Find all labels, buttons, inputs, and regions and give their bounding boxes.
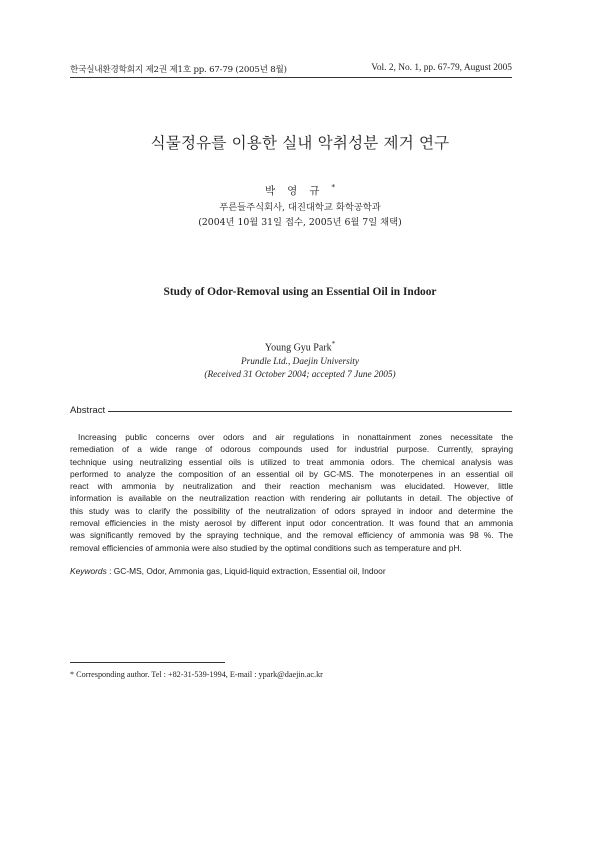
journal-header-english: Vol. 2, No. 1, pp. 67-79, August 2005	[371, 63, 512, 73]
english-received-date: (Received 31 October 2004; accepted 7 June 2005)	[204, 370, 396, 380]
abstract-line: removal efficiencies of ammonia were also studied by the optimal conditions such as temperature and pH.	[70, 542, 462, 553]
korean-author	[0, 183, 600, 198]
english-author-name: Young Gyu Park	[264, 342, 332, 354]
footnote-divider	[70, 662, 225, 663]
journal-header-korean: 한국실내환경학회지 제2권 제1호 pp. 67-79 (2005년 8월)	[70, 65, 287, 75]
korean-title: 식물정유를 이용한 실내 악취성분 제거 연구	[150, 134, 450, 152]
korean-affiliation: 푸른들주식회사, 대진대학교 화학공학과	[219, 202, 381, 213]
keywords	[70, 566, 386, 576]
korean-received-date: (2004년 10월 31일 접수, 2005년 6월 7일 채택)	[198, 217, 402, 228]
abstract-body	[70, 431, 513, 554]
korean-author-mark: *	[331, 183, 335, 192]
english-author-mark: *	[331, 340, 336, 348]
english-affiliation: Prundle Ltd., Daejin University	[240, 357, 359, 367]
abstract-rule	[108, 411, 512, 412]
abstract-line: removal efficiencies in the misty aerosol by different input odor concentration. It was found that an ammonia	[70, 518, 513, 529]
abstract-line: was significantly removed by the spraying technique, and the removal efficiency of ammonia was 98 %. The	[70, 530, 513, 541]
keywords-label: Keywords	[70, 566, 107, 576]
header-divider	[70, 77, 512, 78]
abstract-heading	[70, 405, 512, 416]
abstract-line: technique using neutralizing essential oils is utilized to treat ammonia odors. The chemical analysis was	[70, 456, 513, 467]
keywords-text: : GC-MS, Odor, Ammonia gas, Liquid-liquid extraction, Essential oil, Indoor	[106, 566, 386, 576]
abstract-label: Abstract	[70, 405, 106, 416]
abstract-line: react with ammonia by neutralization and their reaction mechanism was elucidated. However, little	[70, 481, 513, 492]
english-title: Study of Odor-Removal using an Essential Oil in Indoor	[163, 286, 437, 298]
abstract-line: information is available on the neutralization reaction with rendering air pollutants in detail. The objective of	[70, 493, 513, 504]
abstract-line: this study was to clarify the possibility of the neutralization of odors sprayed in indoor and determine the	[70, 505, 513, 516]
korean-author-name: 박영규	[265, 185, 332, 197]
english-author	[0, 340, 600, 353]
abstract-line: Increasing public concerns over odors and air regulations in nonattainment zones necessitate the	[78, 432, 513, 442]
corresponding-author-footnote: * Corresponding author. Tel : +82-31-539-1994, E-mail : ypark@daejin.ac.kr	[70, 670, 323, 679]
abstract-line: performed to analyze the composition of an essential oil by GC-MS. The monoterpenes in an essential oil	[70, 468, 513, 479]
abstract-line: remediation of a wide range of odorous compounds used for industrial purpose. Currently, spraying	[70, 444, 513, 455]
